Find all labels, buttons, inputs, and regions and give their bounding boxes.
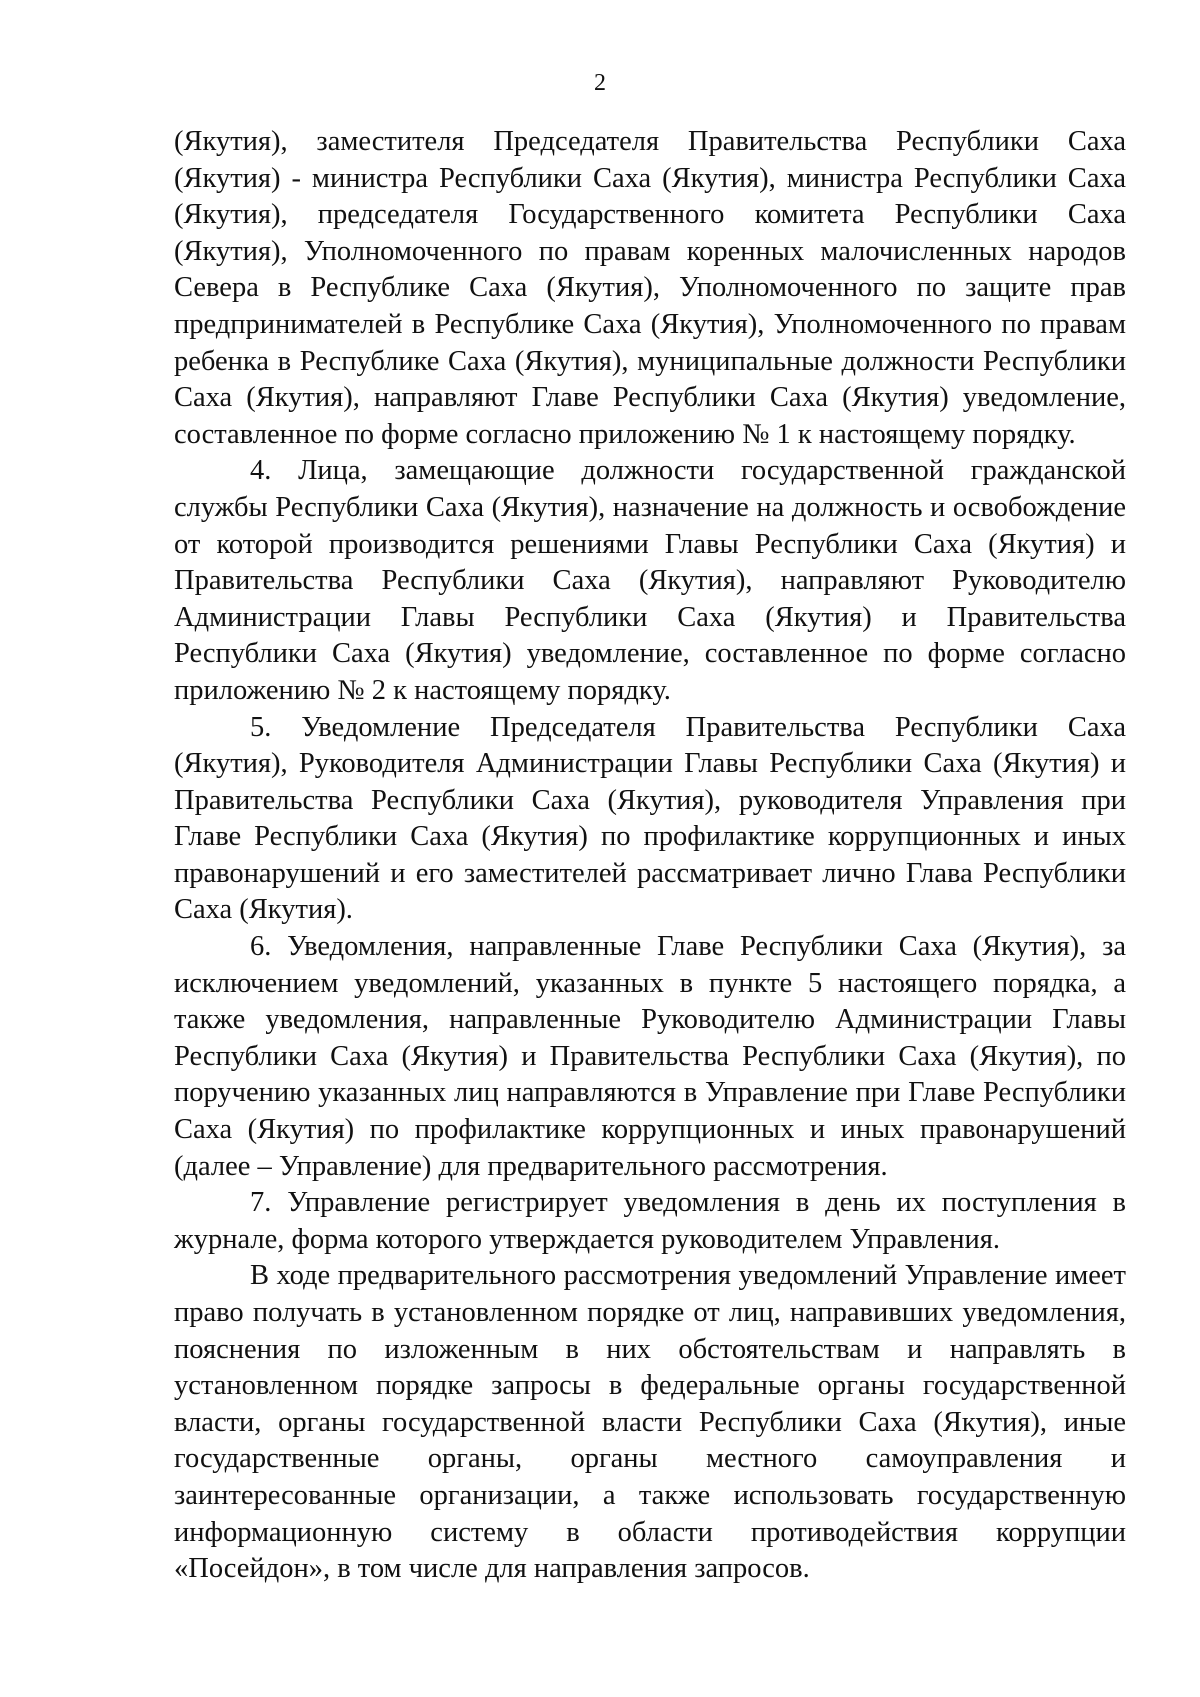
- paragraph-continuation: (Якутия), заместителя Председателя Правительства Республики Саха (Якутия) - министра Республики Саха (Якутия), министра Республики Саха (Якутия), председателя Государственного комитета Республики Саха (Якутия), Уполномоченного по правам коренных малочисленных народов Севера в Республике Саха (Якутия), Уполномоченного по защите прав предпринимателей в Республике Саха (Якутия), Уполномоченного по правам ребенка в Республике Саха (Якутия), муниципальные должности Республики Саха (Якутия), направляют Главе Республики Саха (Якутия) уведомление, составленное по форме согласно приложению № 1 к настоящему порядку.: [174, 126, 1126, 450]
- document-body: [174, 124, 1126, 1588]
- paragraph-item-5: 5. Уведомление Председателя Правительства Республики Саха (Якутия), Руководителя Администрации Главы Республики Саха (Якутия) и Правительства Республики Саха (Якутия), руководителя Управления при Главе Республики Саха (Якутия) по профилактике коррупционных и иных правонарушений и его заместителей рассматривает лично Глава Республики Саха (Якутия).: [174, 711, 1126, 926]
- paragraph-item-4: 4. Лица, замещающие должности государственной гражданской службы Республики Саха (Якутия), назначение на должность и освобождение от которой производится решениями Главы Республики Саха (Якутия) и Правительства Республики Саха (Якутия), направляют Руководителю Администрации Главы Республики Саха (Якутия) и Правительства Республики Саха (Якутия) уведомление, составленное по форме согласно приложению № 2 к настоящему порядку.: [174, 455, 1126, 706]
- paragraph-item-7: 7. Управление регистрирует уведомления в день их поступления в журнале, форма которого утверждается руководителем Управления.: [174, 1187, 1126, 1255]
- paragraph-preliminary-review: В ходе предварительного рассмотрения уведомлений Управление имеет право получать в установленном порядке от лиц, направивших уведомления, пояснения по изложенным в них обстоятельствам и направлять в установленном порядке запросы в федеральные органы государственной власти, органы государственной власти Республики Саха (Якутия), иные государственные органы, органы местного самоуправления и заинтересованные организации, а также использовать государственную информационную систему в области противодействия коррупции «Посейдон», в том числе для направления запросов.: [174, 1260, 1126, 1585]
- page-number: 2: [594, 70, 606, 96]
- paragraph-item-6: 6. Уведомления, направленные Главе Республики Саха (Якутия), за исключением уведомлений, указанных в пункте 5 настоящего порядка, а также уведомления, направленные Руководителю Администрации Главы Республики Саха (Якутия) и Правительства Республики Саха (Якутия), по поручению указанных лиц направляются в Управление при Главе Республики Саха (Якутия) по профилактике коррупционных и иных правонарушений (далее – Управление) для предварительного рассмотрения.: [174, 931, 1126, 1182]
